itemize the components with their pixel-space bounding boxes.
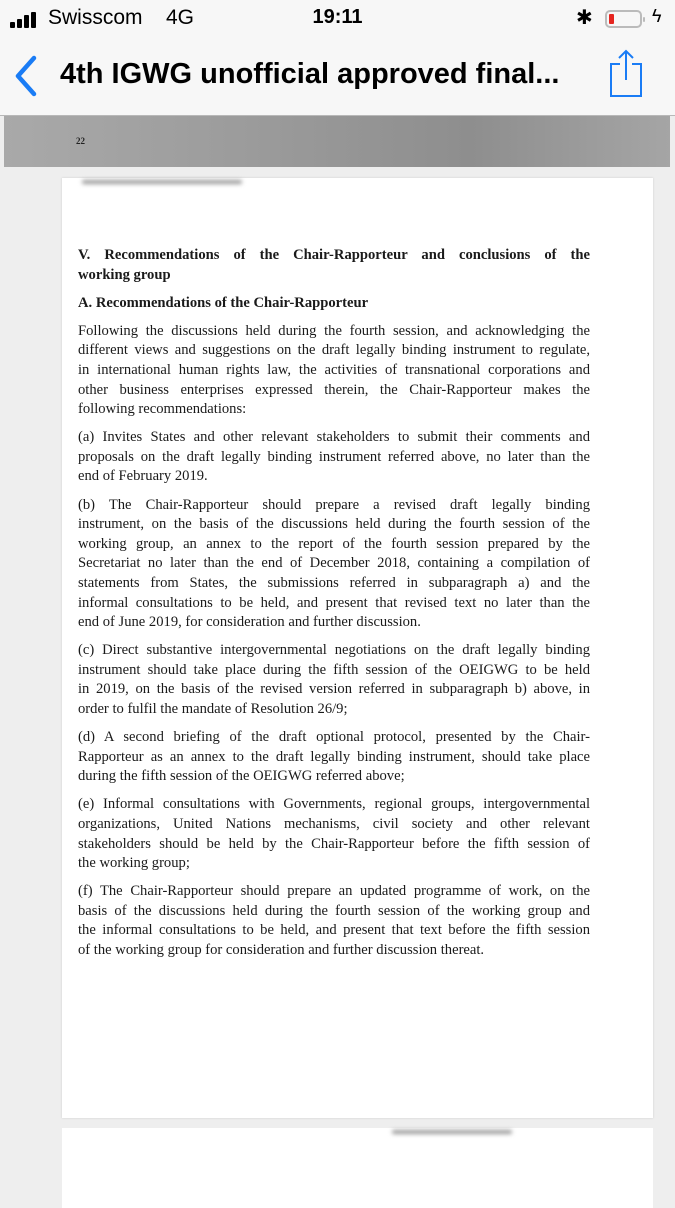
text-line: working group, an annex to the report of the fourth session prepared by the	[78, 535, 590, 552]
paragraph	[78, 322, 590, 420]
text-line: instrument, on the basis of the discussions held during the fourth session of the	[78, 516, 590, 533]
navigation-bar	[0, 38, 675, 116]
paragraph	[78, 428, 590, 487]
text-line: A. Recommendations of the Chair-Rapporteur	[78, 294, 369, 311]
text-line: organizations, United Nations mechanisms, civil society and other relevant	[78, 815, 590, 832]
text-line: order to fulfil the mandate of Resolution 26/9;	[78, 700, 348, 717]
text-line: end of February 2019.	[78, 468, 208, 485]
previous-page-bottom	[4, 116, 670, 167]
text-line: Secretariat no later than the end of December 2018, containing a compilation of	[78, 555, 590, 572]
charging-icon: ϟ	[652, 6, 662, 26]
paragraph	[78, 496, 590, 633]
text-line: V. Recommendations of the Chair-Rapporteur and conclusions of the	[78, 247, 590, 263]
text-line: during the fifth session of the OEIGWG referred above;	[78, 768, 405, 785]
text-line: in 2019, on the basis of the revised version referred in subparagraph b) above, in	[78, 681, 590, 698]
status-bar	[0, 0, 675, 38]
page-number: 22	[76, 136, 85, 146]
text-line: the working group;	[78, 855, 190, 872]
text-line: proposals on the draft legally binding instrument referred above, no later than the	[78, 448, 590, 465]
section-heading	[78, 294, 590, 314]
text-line: informal consultations to be held, and present that revised text no later than the	[78, 594, 590, 611]
carrier-name: Swisscom	[48, 6, 143, 29]
bluetooth-icon: ✱	[576, 7, 593, 29]
document-title: 4th IGWG unofficial approved final...	[60, 58, 560, 90]
text-line: working group	[78, 266, 171, 283]
clock: 19:11	[312, 6, 363, 28]
share-icon[interactable]	[608, 48, 644, 100]
text-line: instrument should take place during the fifth session of the OEIGWG to be held	[78, 661, 590, 678]
text-line: in international human rights law, the activities of transnational corporations and	[78, 361, 590, 378]
text-line: Following the discussions held during the fourth session, and acknowledging the	[78, 322, 590, 339]
scan-smudge	[82, 180, 242, 184]
paragraph	[78, 795, 590, 873]
back-chevron-icon[interactable]	[12, 54, 42, 98]
text-line: different views and suggestions on the draft legally binding instrument to regulate,	[78, 342, 590, 359]
network-type: 4G	[166, 6, 195, 29]
text-line: other business enterprises expressed therein, the Chair-Rapporteur makes the	[78, 381, 590, 398]
document-text	[78, 246, 590, 961]
paragraph	[78, 641, 590, 719]
text-line: (d) A second briefing of the draft optional protocol, presented by the Chair-	[78, 729, 590, 746]
text-line: following recommendations:	[78, 401, 247, 418]
text-line: (b) The Chair-Rapporteur should prepare a revised draft legally binding	[78, 496, 590, 513]
paragraph	[78, 728, 590, 787]
text-line: basis of the discussions held during the fourth session of the working group and	[78, 902, 590, 919]
text-line: (f) The Chair-Rapporteur should prepare an updated programme of work, on the	[78, 883, 590, 900]
paragraph	[78, 882, 590, 960]
text-line: (c) Direct substantive intergovernmental negotiations on the draft legally binding	[78, 642, 590, 659]
text-line: of the working group for consideration and further discussion thereat.	[78, 942, 485, 958]
text-line: stakeholders should be held by the Chair-Rapporteur before the fifth session of	[78, 835, 590, 852]
section-heading	[78, 246, 590, 285]
battery-icon	[605, 10, 642, 28]
text-line: (a) Invites States and other relevant stakeholders to submit their comments and	[78, 429, 590, 446]
text-line: (e) Informal consultations with Governments, regional groups, intergovernmental	[78, 796, 590, 813]
text-line: Rapporteur as an annex to the draft legally binding instrument, should take place	[78, 748, 590, 765]
next-page-top	[62, 1128, 653, 1208]
text-line: the informal consultations to be held, and present that text before the fifth session	[78, 922, 590, 939]
text-line: statements from States, the submissions referred in subparagraph a) and the	[78, 574, 590, 591]
scan-smudge	[392, 1130, 512, 1134]
text-line: end of June 2019, for consideration and further discussion.	[78, 614, 421, 631]
